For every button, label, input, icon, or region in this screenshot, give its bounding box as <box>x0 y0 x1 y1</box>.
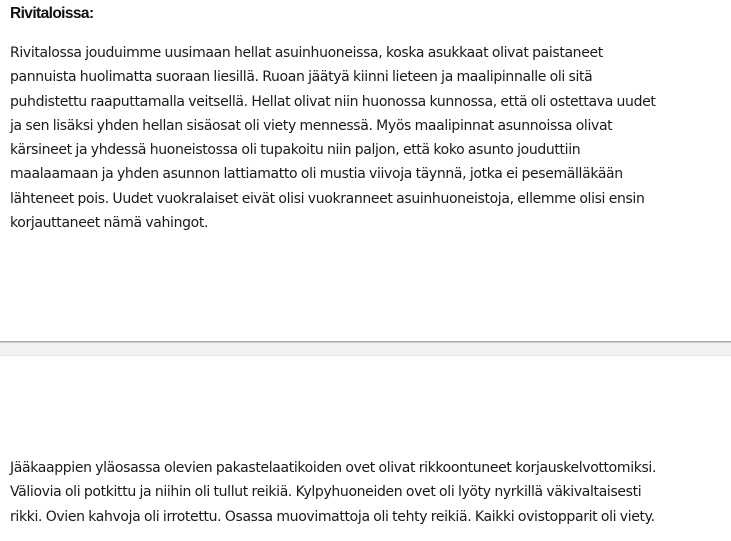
paragraph-line: ja sen lisäksi yhden hellan sisäosat oli viety mennessä. Myös maalipinnat asunnoissa olivat <box>10 117 613 134</box>
paragraph-line: pannuista huolimatta suoraan liesillä. Ruoan jäätyä kiinni lieteen ja maalipinnalle oli sitä <box>10 69 593 86</box>
paragraph-jaakaapit <box>10 456 722 529</box>
paragraph-line: Rivitalossa jouduimme uusimaan hellat asuinhuoneissa, koska asukkaat olivat paistaneet <box>10 45 603 61</box>
paragraph-line: maalaamaan ja yhden asunnon lattiamatto oli mustia viivoja täynnä, jotka ei pesemälläkään <box>10 166 623 183</box>
paragraph-line: kärsineet ja yhdessä huoneistossa oli tupakoitu niin paljon, että koko asunto jouduttiin <box>10 142 581 159</box>
paragraph-line: rikki. Ovien kahvoja oli irrotettu. Osassa muovimattoja oli tehty reikiä. Kaikki ovistopparit oli viety. <box>10 508 655 525</box>
paragraph-line: Väliovia oli potkittu ja niihin oli tullut reikiä. Kylpyhuoneiden ovet oli lyöty nyrkillä väkivaltaisesti <box>10 484 642 501</box>
paragraph-line: korjauttaneet nämä vahingot. <box>10 215 209 232</box>
page-break <box>0 341 731 356</box>
section-heading: Rivitaloissa: <box>10 5 94 22</box>
paragraph-line: puhdistettu raaputtamalla veitsellä. Hellat olivat niin huonossa kunnossa, että oli ostettava uudet <box>10 93 656 110</box>
paragraph-rivitalot <box>10 41 722 235</box>
paragraph-line: lähteneet pois. Uudet vuokralaiset eivät olisi vuokranneet asuinhuoneistoja, ellemme olisi ensin <box>10 190 645 207</box>
paragraph-line: Jääkaappien yläosassa olevien pakastelaatikoiden ovet olivat rikkoontuneet korjauskelvottomiksi. <box>10 460 657 476</box>
